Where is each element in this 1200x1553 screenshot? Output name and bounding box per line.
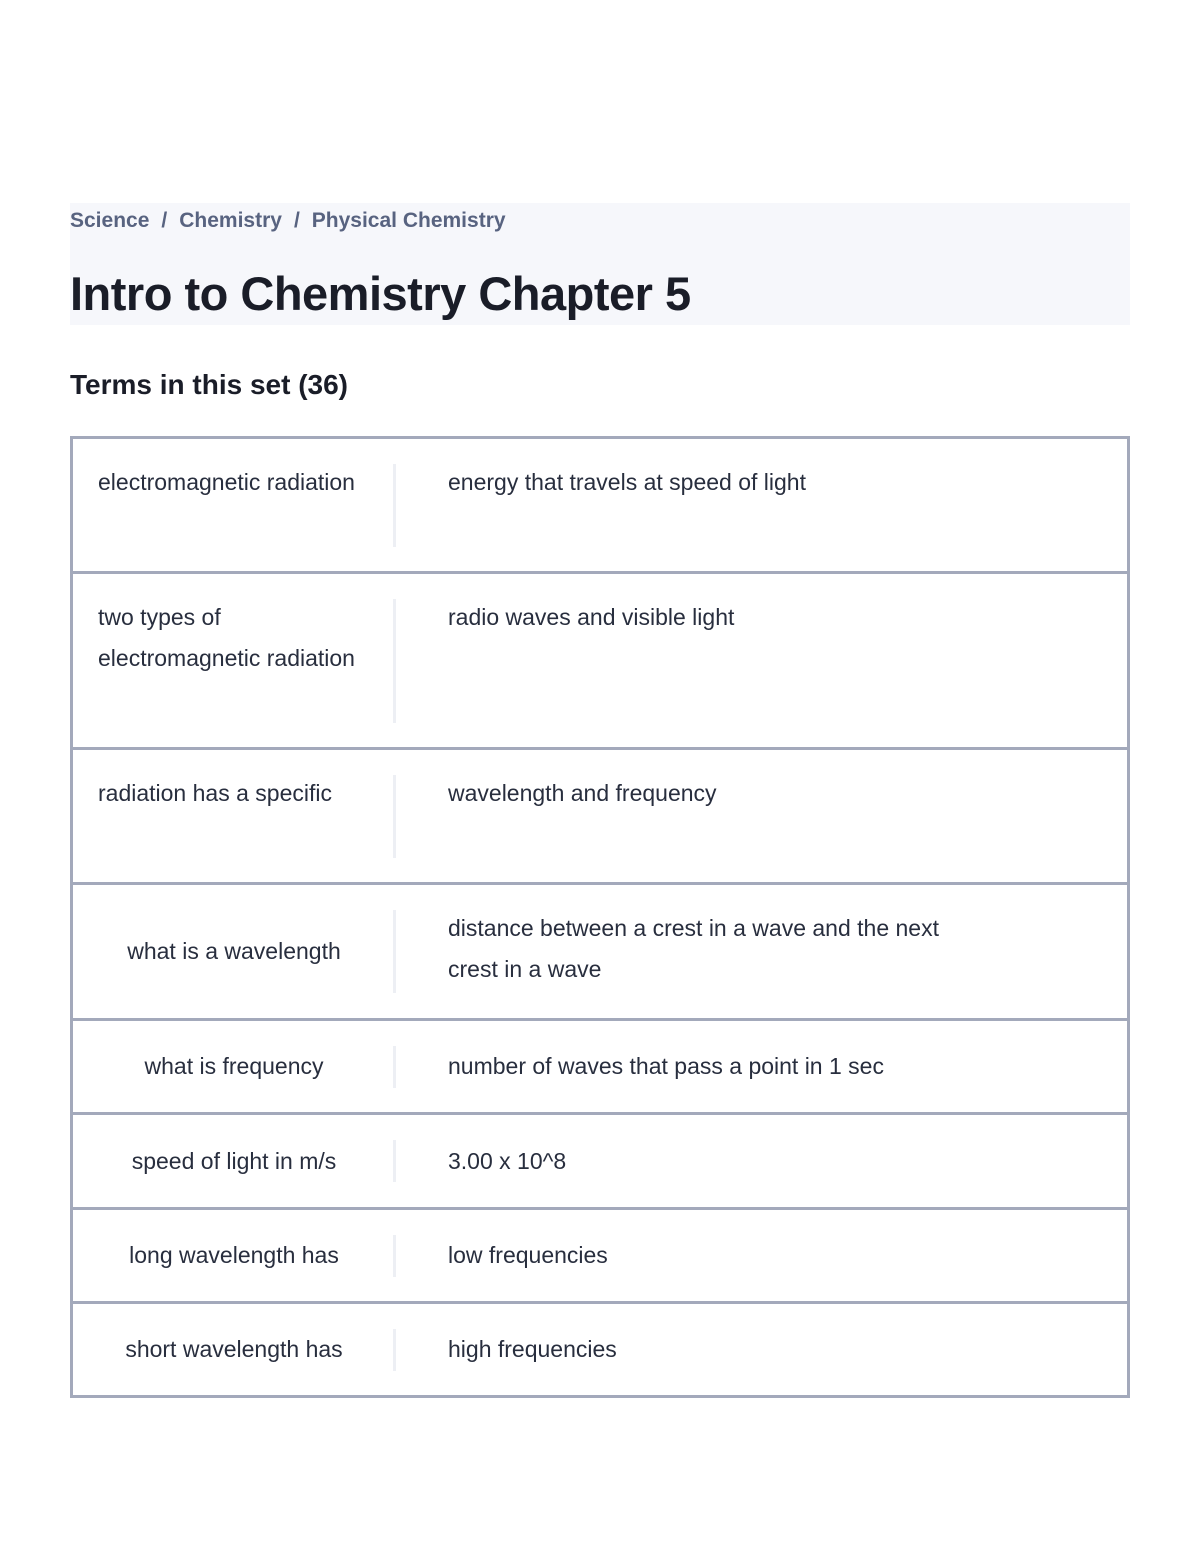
term-text: radiation has a specific [98, 780, 332, 806]
term-text: short wavelength has [125, 1336, 343, 1362]
definition-text: radio waves and visible light [448, 604, 735, 630]
row-divider [393, 775, 396, 858]
definition-text: number of waves that pass a point in 1 sec [448, 1053, 884, 1079]
definition-text: wavelength and frequency [448, 780, 717, 806]
definition-text: 3.00 x 10^8 [448, 1147, 567, 1174]
definition-text: distance between a crest in a wave and the next crest in a wave [448, 915, 939, 982]
row-divider [393, 599, 396, 723]
terms-table [70, 436, 1130, 1398]
definition-text: high frequencies [448, 1336, 617, 1362]
breadcrumb-item-chemistry[interactable]: Chemistry [179, 209, 282, 232]
term-text: speed of light in m/s [131, 1147, 337, 1174]
term-text: what is frequency [144, 1053, 324, 1079]
breadcrumb-item-science[interactable]: Science [70, 209, 150, 232]
page-title: Intro to Chemistry Chapter 5 [70, 267, 691, 320]
breadcrumb-separator: / [161, 209, 168, 232]
term-row [73, 885, 1127, 1021]
row-divider [393, 910, 396, 993]
definition-text: energy that travels at speed of light [448, 469, 806, 495]
row-divider [393, 1046, 396, 1088]
term-text: what is a wavelength [127, 938, 341, 964]
term-row [73, 750, 1127, 885]
term-row [73, 1210, 1127, 1304]
term-row [73, 1021, 1127, 1115]
breadcrumb-item-physical-chemistry[interactable]: Physical Chemistry [311, 209, 506, 232]
breadcrumb [70, 207, 506, 235]
term-row [73, 439, 1127, 574]
terms-heading: Terms in this set (36) [70, 369, 349, 400]
term-text: two types of electromagnetic radiation [98, 604, 355, 671]
term-row [73, 574, 1127, 750]
row-divider [393, 464, 396, 547]
term-row [73, 1115, 1127, 1210]
term-row [73, 1304, 1127, 1395]
definition-text: low frequencies [448, 1242, 608, 1268]
row-divider [393, 1235, 396, 1277]
term-text: long wavelength has [129, 1242, 339, 1268]
breadcrumb-separator: / [293, 209, 300, 232]
row-divider [393, 1140, 396, 1182]
row-divider [393, 1329, 396, 1371]
term-text: electromagnetic radiation [98, 469, 355, 495]
